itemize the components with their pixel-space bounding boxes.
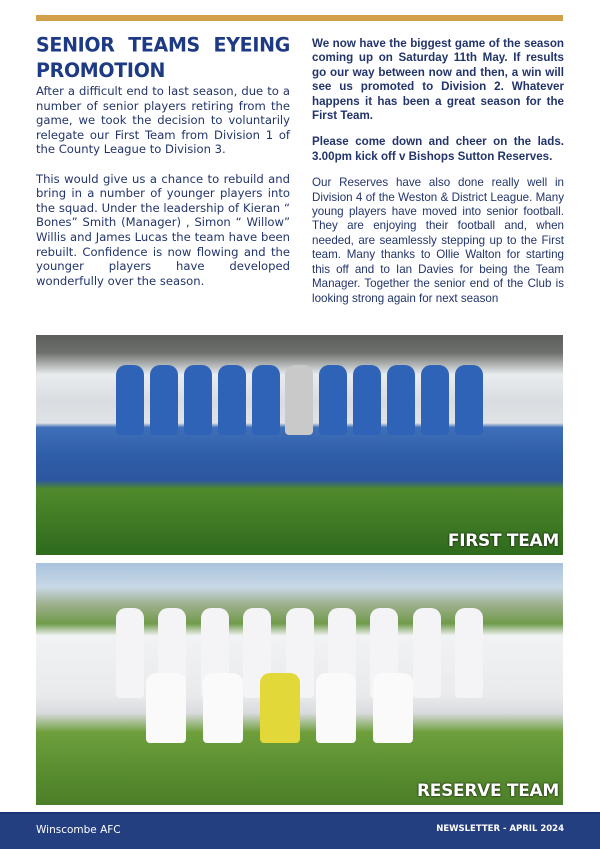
paragraph: Our Reserves have also done really well in Division 4 of the Weston & District League. Many young players have moved into senior football. They are enjoying their football and, when needed, are seamlessly stepping up to the First team. Many thanks to Ollie Walton for starting this off and to Ian Davies for being the Team Manager. Together the senior end of the Club is looking strong again for next season (312, 176, 564, 305)
player-figure (203, 673, 243, 743)
footer (0, 812, 600, 849)
player-figure (150, 365, 178, 435)
player-figure (413, 608, 441, 698)
player-figure (285, 365, 313, 435)
footer-issue: NEWSLETTER - APRIL 2024 (436, 824, 564, 834)
paragraph: We now have the biggest game of the season coming up on Saturday 11th May. If results go our way between now and then, a win will see us promoted to Division 2. Whatever happens it has been a great season for the First Team. (312, 37, 564, 123)
player-figure (455, 365, 483, 435)
player-figure (146, 673, 186, 743)
reserve-team-photo (36, 563, 563, 805)
player-figure (421, 365, 449, 435)
paragraph: This would give us a chance to rebuild and bring in a number of younger players into the squad. Under the leadership of Kieran “ Bones” Smith (Manager) , Simon “ Willow” Willis and James Lucas the team have been rebuilt. Confidence is now flowing and the younger players have developed wonderfully over the season. (36, 171, 290, 288)
article-left-column (36, 34, 290, 303)
player-figure (316, 673, 356, 743)
player-figure (252, 365, 280, 435)
reserve-team-caption: RESERVE TEAM (416, 781, 559, 801)
paragraph: After a difficult end to last season, due to a number of senior players retiring from the game, we took the decision to voluntarily relegate our First Team from Division 1 of the County League to Division 3. (36, 84, 290, 157)
player-figure (116, 608, 144, 698)
first-team-caption: FIRST TEAM (447, 531, 559, 551)
player-figure (260, 673, 300, 743)
footer-club-name: Winscombe AFC (36, 824, 121, 836)
players-front-row (146, 673, 413, 753)
player-figure (218, 365, 246, 435)
player-figure (373, 673, 413, 743)
accent-bar (36, 15, 563, 21)
player-figure (353, 365, 381, 435)
player-figure (387, 365, 415, 435)
player-figure (455, 608, 483, 698)
player-figure (116, 365, 144, 435)
players-back-row (116, 365, 483, 435)
first-team-photo (36, 335, 563, 555)
player-figure (319, 365, 347, 435)
article-title: SENIOR TEAMS EYEING PROMOTION (36, 33, 290, 83)
player-figure (184, 365, 212, 435)
article-right-column (312, 37, 564, 318)
paragraph: Please come down and cheer on the lads. 3.00pm kick off v Bishops Sutton Reserves. (312, 135, 564, 163)
